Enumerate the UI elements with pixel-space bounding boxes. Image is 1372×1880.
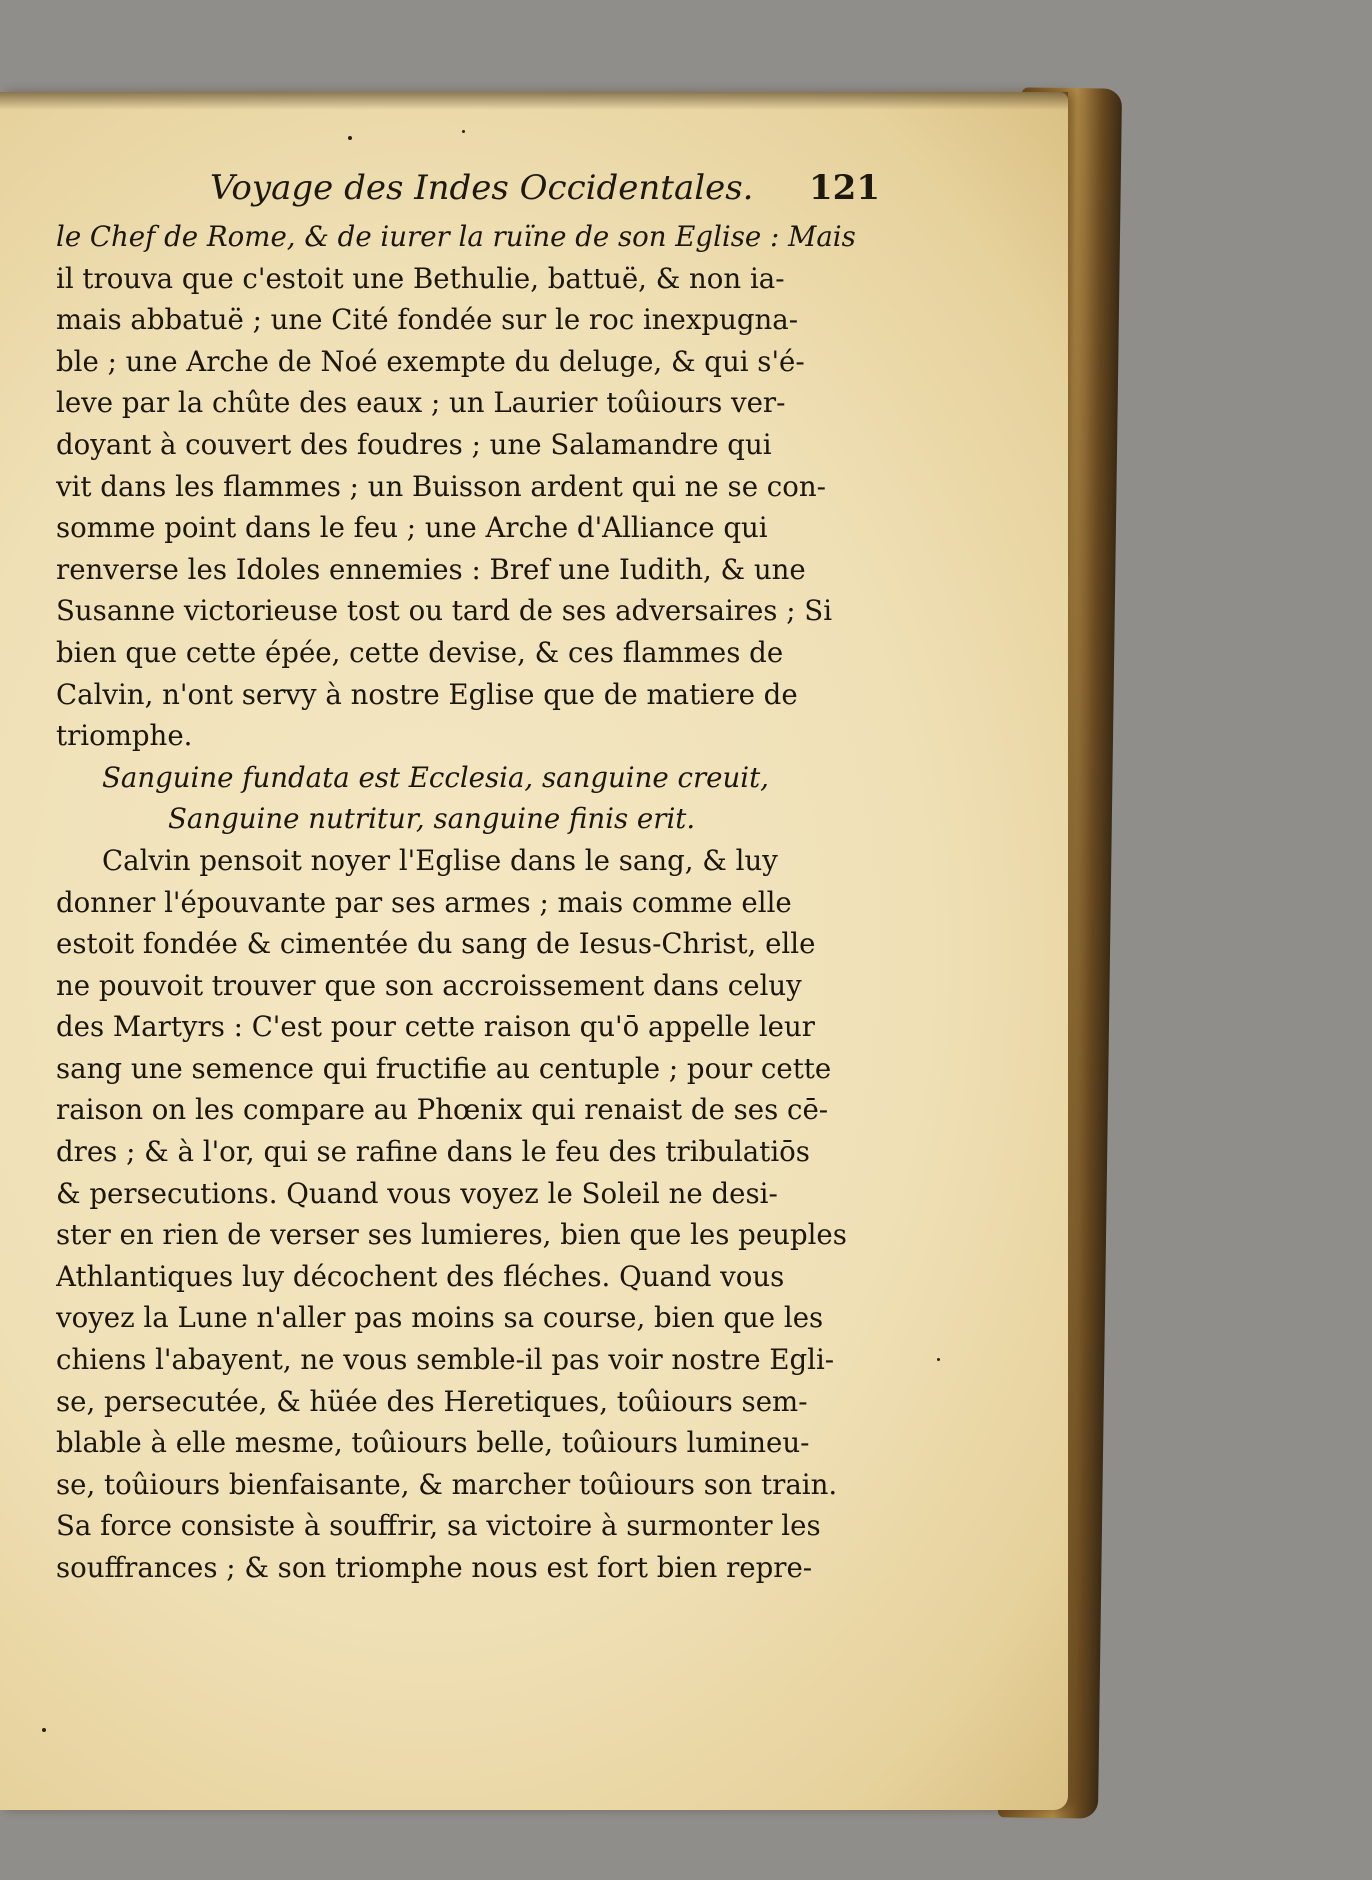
text-line: souffrances ; & son triomphe nous est fort bien repre- xyxy=(56,1551,813,1584)
text-line: voyez la Lune n'aller pas moins sa course, bien que les xyxy=(56,1301,824,1335)
text-line: bien que cette épée, cette devise, & ces flammes de xyxy=(56,635,784,669)
text-line: dres ; & à l'or, qui se rafine dans le feu des tribulatiōs xyxy=(56,1135,810,1169)
page-header xyxy=(210,168,880,212)
verse-line: Sanguine nutritur, sanguine finis erit. xyxy=(168,802,696,836)
text-line: Susanne victorieuse tost ou tard de ses adversaires ; Si xyxy=(56,594,833,628)
text-line: se, toûiours bienfaisante, & marcher toûiours son train. xyxy=(56,1467,838,1501)
text-line: donner l'épouvante par ses armes ; mais comme elle xyxy=(56,885,792,919)
page-top-shadow xyxy=(0,92,1068,110)
text-line: ster en rien de verser ses lumieres, bien que les peuples xyxy=(56,1218,847,1252)
text-line: & persecutions. Quand vous voyez le Soleil ne desi- xyxy=(56,1176,778,1210)
running-title: Voyage des Indes Occidentales. xyxy=(210,168,754,208)
text-line: Sa force consiste à souffrir, sa victoire à surmonter les xyxy=(56,1509,821,1543)
ink-speck xyxy=(462,130,465,133)
text-line: Calvin, n'ont servy à nostre Eglise que de matiere de xyxy=(56,677,798,711)
text-line: triomphe. xyxy=(56,719,193,753)
text-line: sang une semence qui fructifie au centuple ; pour cette xyxy=(56,1051,832,1085)
body-text xyxy=(56,216,876,1589)
ink-speck xyxy=(348,136,352,140)
text-line: raison on les compare au Phœnix qui renaist de ses cē- xyxy=(56,1093,829,1127)
page-number: 121 xyxy=(809,168,880,208)
text-line: le Chef de Rome, & de iurer la ruïne de son Eglise : Mais xyxy=(56,220,856,253)
text-line: leve par la chûte des eaux ; un Laurier toûiours ver- xyxy=(56,386,786,420)
text-line: ble ; une Arche de Noé exempte du deluge, & qui s'é- xyxy=(56,344,805,378)
text-line: se, persecutée, & hüée des Heretiques, toûiours sem- xyxy=(56,1384,808,1418)
text-line: mais abbatuë ; une Cité fondée sur le roc inexpugna- xyxy=(56,303,799,337)
text-line: renverse les Idoles ennemies : Bref une Iudith, & une xyxy=(56,552,806,586)
ink-speck xyxy=(42,1728,46,1732)
text-line: ne pouvoit trouver que son accroissement dans celuy xyxy=(56,968,802,1002)
verse-line: Sanguine fundata est Ecclesia, sanguine creuit, xyxy=(102,760,769,794)
text-line: vit dans les flammes ; un Buisson ardent qui ne se con- xyxy=(56,469,826,503)
text-line: somme point dans le feu ; une Arche d'Alliance qui xyxy=(56,511,768,545)
text-line: Athlantiques luy décochent des fléches. Quand vous xyxy=(56,1259,785,1293)
text-line: Calvin pensoit noyer l'Eglise dans le sang, & luy xyxy=(102,843,778,877)
text-line: chiens l'abayent, ne vous semble-il pas voir nostre Egli- xyxy=(56,1343,835,1377)
ink-speck xyxy=(937,1358,940,1361)
text-line: des Martyrs : C'est pour cette raison qu'ō appelle leur xyxy=(56,1010,815,1044)
text-line: doyant à couvert des foudres ; une Salamandre qui xyxy=(56,427,772,461)
text-line: il trouva que c'estoit une Bethulie, battuë, & non ia- xyxy=(56,261,785,295)
text-line: blable à elle mesme, toûiours belle, toûiours lumineu- xyxy=(56,1426,810,1460)
text-line: estoit fondée & cimentée du sang de Iesus-Christ, elle xyxy=(56,927,816,961)
